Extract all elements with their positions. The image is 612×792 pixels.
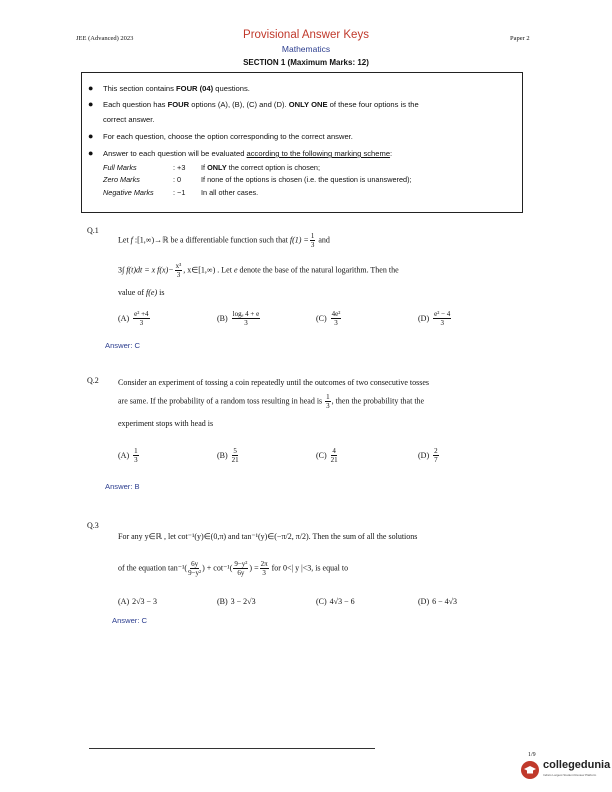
footer-divider	[89, 748, 375, 749]
option-d: (D) $\frac{2}{7}$	[418, 447, 438, 464]
question-3-line-2: of the equation tan⁻¹( $\frac{6y}{\text{9−y²}}$ ) + cot⁻¹( $\frac{\text{9−y²}}{6y}$ ) = $\frac{2\pi}{3}$ for 0<| y |<3, is equal to	[118, 560, 349, 577]
full-marks-value: : +3	[173, 163, 186, 172]
negative-marks-label: Negative Marks	[103, 188, 154, 197]
instruction-2: Each question has FOUR options (A), (B), (C) and (D). ONLY ONE of these four options is the	[103, 100, 419, 109]
bullet-icon: ●	[88, 99, 94, 109]
question-number: Q.1	[87, 226, 99, 235]
answer-label: Answer: C	[112, 616, 148, 625]
full-marks-desc: If ONLY the correct option is chosen;	[201, 163, 320, 172]
question-1-line-2: 3∫ f(t)dt = x f(x)− $\frac{\text{x³}}{3}$ , x∈[1,∞) . Let e denote the base of the natural logarithm. Then the	[118, 262, 399, 279]
zero-marks-value: : 0	[173, 175, 182, 184]
instruction-4: Answer to each question will be evaluated according to the following marking scheme:	[103, 149, 393, 158]
bullet-icon: ●	[88, 131, 94, 141]
full-marks-label: Full Marks	[103, 163, 137, 172]
option-b: (B) $\frac{\text{logₑ 4 + e}}{3}$	[217, 310, 260, 327]
zero-marks-desc: If none of the options is chosen (i.e. the question is unanswered);	[201, 175, 412, 184]
document-title: Provisional Answer Keys	[243, 29, 369, 41]
brand-tagline: India's Largest Student Review Platform	[543, 773, 597, 777]
answer-label: Answer: B	[105, 482, 140, 491]
question-number: Q.2	[87, 376, 99, 385]
question-number: Q.3	[87, 521, 99, 530]
option-c: (C) $\frac{\text{4e²}}{3}$	[316, 310, 341, 327]
instruction-2-cont: correct answer.	[103, 115, 155, 124]
exam-name: JEE (Advanced) 2023	[76, 35, 134, 42]
option-b: (B) $\frac{5}{21}$	[217, 447, 239, 464]
option-c: (C) 4√3 − 6	[316, 597, 355, 606]
negative-marks-value: : −1	[173, 188, 186, 197]
negative-marks-desc: In all other cases.	[201, 188, 259, 197]
subject-label: Mathematics	[281, 44, 331, 54]
option-a: (A) $\frac{1}{3}$	[118, 447, 138, 464]
answer-label: Answer: C	[105, 341, 141, 350]
section-heading: SECTION 1 (Maximum Marks: 12)	[243, 58, 369, 67]
paper-label: Paper 2	[510, 35, 530, 42]
instruction-3: For each question, choose the option corresponding to the correct answer.	[103, 132, 353, 141]
option-a: (A) $\frac{\text{e² +4}}{3}$	[118, 310, 149, 327]
option-d: (D) $\frac{\text{e² − 4}}{3}$	[418, 310, 451, 327]
question-2-line-2: are same. If the probability of a random toss resulting in head is $\frac{1}{3}$ , then the probability that the	[118, 393, 425, 410]
option-a: (A) 2√3 − 3	[118, 597, 158, 606]
bullet-icon: ●	[88, 83, 94, 93]
brand-logo	[520, 760, 610, 780]
zero-marks-label: Zero Marks	[103, 175, 140, 184]
brand-name: collegedunia	[543, 759, 611, 771]
instructions-box	[81, 72, 523, 213]
question-2-line-3: experiment stops with head is	[118, 419, 214, 428]
question-1-line-1: Let f :[1,∞)→ℝ be a differentiable function such that f(1) = $\frac{1}{3}$ and	[118, 232, 330, 249]
instruction-1: This section contains FOUR (04) questions.	[103, 84, 250, 93]
option-c: (C) $\frac{4}{21}$	[316, 447, 338, 464]
question-3-line-1: For any y∈ℝ , let cot⁻¹(y)∈(0,π) and tan⁻¹(y)∈(−π/2, π/2). Then the sum of all the solutions	[118, 532, 418, 541]
question-2-line-1: Consider an experiment of tossing a coin repeatedly until the outcomes of two consecutive tosses	[118, 378, 430, 387]
graduation-cap-icon	[520, 760, 540, 780]
option-d: (D) 6 − 4√3	[418, 597, 458, 606]
page-number: 1/9	[528, 752, 536, 758]
question-1-line-3: value of f(e) is	[118, 288, 165, 297]
bullet-icon: ●	[88, 148, 94, 158]
option-b: (B) 3 − 2√3	[217, 597, 256, 606]
